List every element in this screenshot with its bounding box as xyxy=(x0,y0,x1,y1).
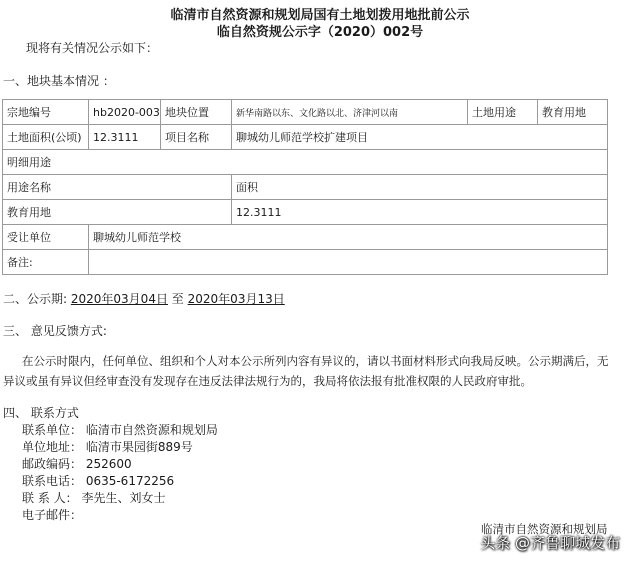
table-row xyxy=(3,175,608,200)
period-end: 2020年03月13日 xyxy=(187,292,285,306)
issuer-name: 临清市自然资源和规划局 xyxy=(481,522,608,536)
watermark-text: 头条 @齐鲁聊城发布 xyxy=(480,534,620,552)
section1-heading: 一、地块基本情况 ： xyxy=(3,74,115,88)
table-row xyxy=(3,150,608,175)
remarks-value xyxy=(89,250,608,275)
contact-email: 电子邮件： xyxy=(22,508,83,522)
location-value: 新华南路以东、文化路以北、济津河以南 xyxy=(232,100,468,125)
detail-use-label: 明细用途 xyxy=(3,150,608,175)
table-row xyxy=(3,200,608,225)
title-line-2: 临自然资规公示字（2020）002号 xyxy=(216,25,424,40)
area-label: 土地面积(公顷) xyxy=(3,125,89,150)
project-value: 聊城幼儿师范学校扩建项目 xyxy=(232,125,608,150)
table-row xyxy=(3,225,608,250)
period-start: 2020年03月04日 xyxy=(70,292,168,306)
parcel-no-value: hb2020-003 xyxy=(89,100,161,125)
location-label: 地块位置 xyxy=(161,100,232,125)
project-label: 项目名称 xyxy=(161,125,232,150)
remarks-label: 备注: xyxy=(3,250,89,275)
land-use-value: 教育用地 xyxy=(538,100,608,125)
contact-unit: 联系单位： 临清市自然资源和规划局 xyxy=(22,423,218,437)
contact-phone: 联系电话： 0635-6172256 xyxy=(22,474,175,488)
section2-line xyxy=(3,290,285,307)
section3-para-line1: 在公示时限内，任何单位、组织和个人对本公示所列内容有异议的，请以书面材料形式向我局反映。公示期满后，无 xyxy=(22,354,609,368)
assignee-value: 聊城幼儿师范学校 xyxy=(89,225,608,250)
section3-para-line2: 异议或虽有异议但经审查没有发现存在违反法律法规行为的，我局将依法报有批准权限的人民政府审批。 xyxy=(3,374,532,388)
contact-person: 联 系 人： 李先生、刘女士 xyxy=(22,491,166,505)
use-name-value: 教育用地 xyxy=(3,200,232,225)
section4-heading: 四、 联系方式 xyxy=(3,406,79,420)
period-to: 至 xyxy=(171,292,184,306)
use-name-label: 用途名称 xyxy=(3,175,232,200)
contact-postcode: 邮政编码： 252600 xyxy=(22,457,132,471)
use-area-label: 面积 xyxy=(232,175,608,200)
table-row xyxy=(3,125,608,150)
section3-heading: 三、 意见反馈方式: xyxy=(3,324,107,338)
parcel-no-label: 宗地编号 xyxy=(3,100,89,125)
use-area-value: 12.3111 xyxy=(232,200,608,225)
land-use-label: 土地用途 xyxy=(468,100,538,125)
period-label: 二、公示期: xyxy=(3,292,68,306)
contact-address: 单位地址： 临清市果园街889号 xyxy=(22,440,193,454)
area-value: 12.3111 xyxy=(89,125,161,150)
table-row xyxy=(3,250,608,275)
intro-text: 现将有关情况公示如下： xyxy=(26,41,159,55)
title-line-1: 临清市自然资源和规划局国有土地划拨用地批前公示 xyxy=(170,8,470,23)
watermark xyxy=(480,532,620,553)
land-info-table xyxy=(2,99,608,275)
assignee-label: 受让单位 xyxy=(3,225,89,250)
table-row xyxy=(3,100,608,125)
